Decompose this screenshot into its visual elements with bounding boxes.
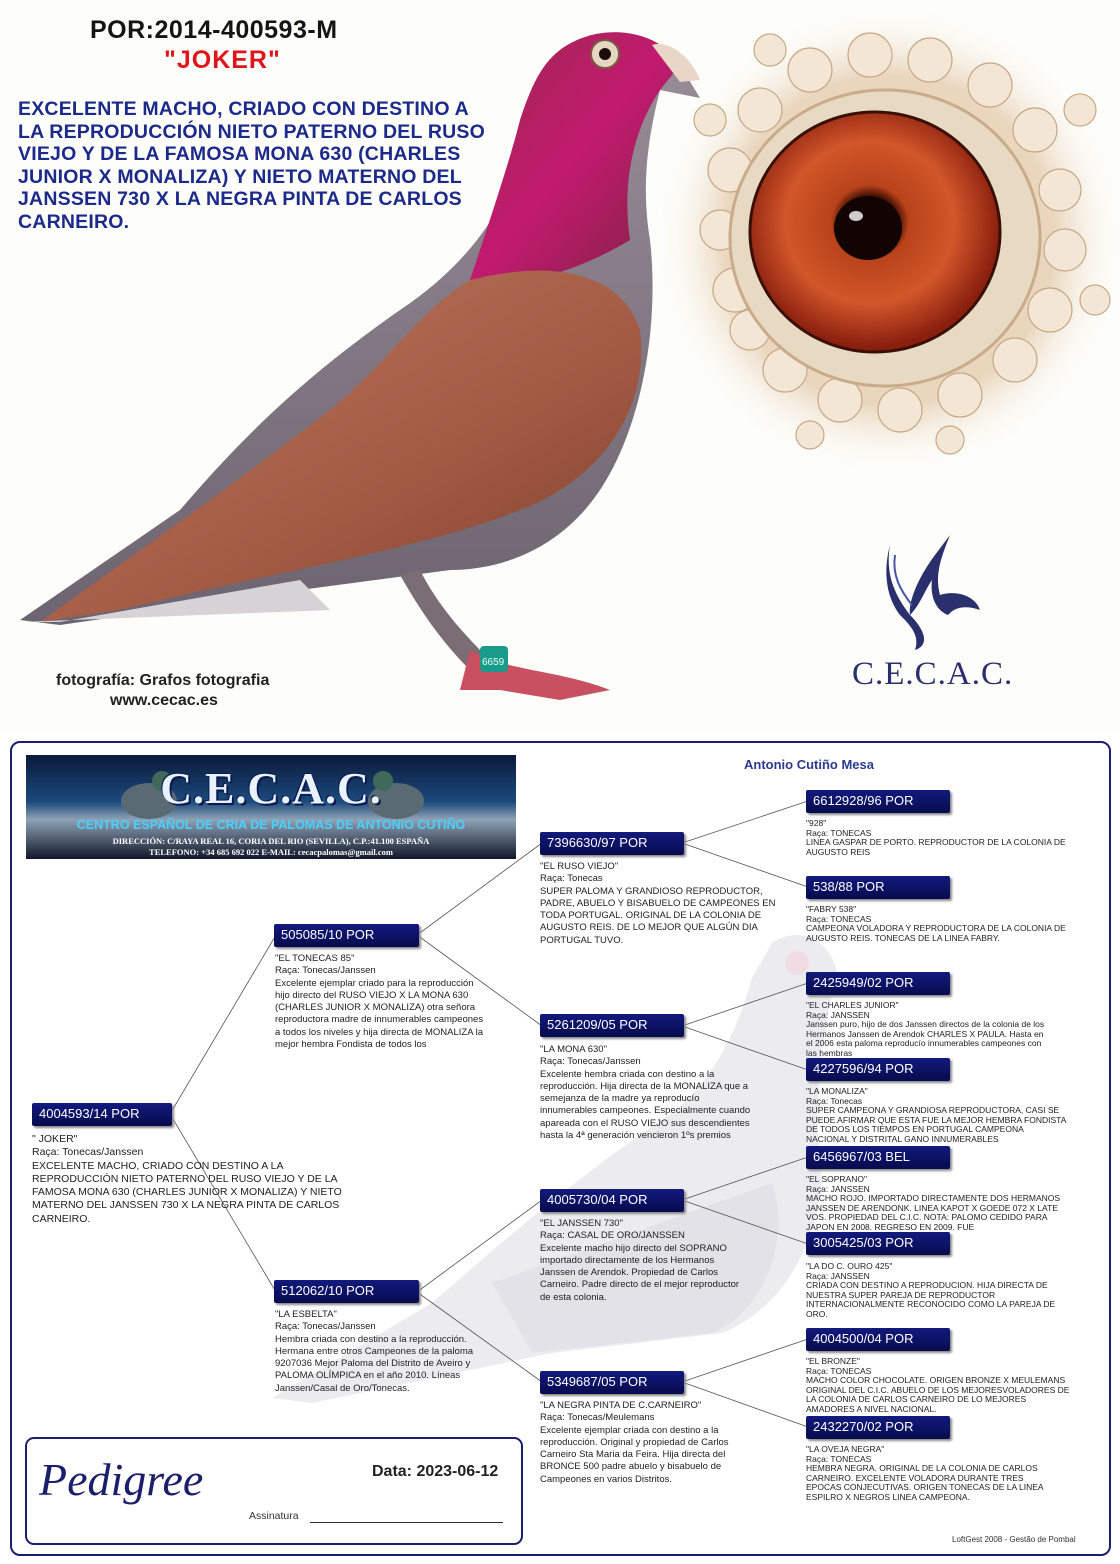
signature-label: Assinatura bbox=[249, 1510, 299, 1522]
cecac-logo-icon bbox=[880, 535, 990, 655]
bird-ring-dsd[interactable]: 3005425/03 POR bbox=[806, 1232, 950, 1255]
pedigree-footer-box bbox=[25, 1437, 523, 1545]
banner-address: DIRECCIÓN: C/RAYA REAL 16, CORIA DEL RIO (SEVILLA), C.P.:41.100 ESPAÑA bbox=[112, 836, 430, 846]
bird-ring-sire[interactable]: 505085/10 POR bbox=[274, 924, 419, 947]
bird-ring-dss[interactable]: 6456967/03 BEL bbox=[806, 1146, 950, 1169]
bird-info-dd: "LA NEGRA PINTA DE C.CARNEIRO" Raça: Tonecas/Meulemans Excelente ejemplar criada con destino a la reproducción. Original y propiedad de Carlos Carneiro Sta Maria da Feira. Hija directa del BRONCE 500 padre abuelo y bisabuelo de Campeones en varios Distritos. bbox=[540, 1400, 729, 1485]
bird-info-ddd: "LA OVEJA NEGRA" Raça: TONECAS HEMBRA NEGRA. ORIGINAL DE LA COLONIA DE CARLOS CARNEIRO. EXCELENTE VOLADORA DURANTE TRES EPOCAS CONJECUTIVAS. ORIGEN TONECAS DE LA LINEA ESPILRO X NEGROS LINEA CAMPEONA. bbox=[806, 1444, 1044, 1502]
bird-ring-ss[interactable]: 7396630/97 POR bbox=[540, 832, 684, 855]
bird-ring-dam[interactable]: 512062/10 POR bbox=[274, 1280, 419, 1303]
bird-ring-sd[interactable]: 5261209/05 POR bbox=[540, 1014, 684, 1037]
bird-info-ssd: "FABRY 538" Raça: TONECAS CAMPEONA VOLADORA Y REPRODUCTORA DE LA COLONIA DE AUGUSTO REIS. TONECAS DE LA LINEA FABRY. bbox=[806, 904, 1066, 943]
eye-closeup-image bbox=[650, 0, 1120, 470]
bird-info-dam: "LA ESBELTA" Raça: Tonecas/Janssen Hembra criada con destino a la reproducción. Hermana entre otros Campeones de la paloma 9207036 Mejor Paloma del Distrito de Aveiro y PALOMA OLÍMPICA en el año 2010. Líneas Janssen/Casal de Oro/Tonecas. bbox=[275, 1309, 474, 1394]
bird-nickname: "JOKER" bbox=[164, 46, 281, 74]
bird-info-sd: "LA MONA 630" Raça: Tonecas/Janssen Excelente hembra criada con destino a la reproducción. Hija directa de la MONALIZA que a semejanza de la madre ya reproducío innumerables campeones. Especialmente cuando apareada con el RUSO VIEJO sus descendientes hasta la 4ª generación vencieron 1ºs premios bbox=[540, 1044, 751, 1142]
pedigree-date: Data: 2023-06-12 bbox=[372, 1463, 499, 1480]
bird-info-subject: " JOKER" Raça: Tonecas/Janssen EXCELENTE MACHO, CRIADO CON DESTINO A LA REPRODUCCIÓN NIETO PATERNO DEL RUSO VIEJO Y DE LA FAMOSA MONA 630 (CHARLES JUNIOR X MONALIZA) Y NIETO MATERNO DEL JANSSEN 730 X LA NEGRA PINTA DE CARLOS CARNEIRO. bbox=[32, 1133, 342, 1225]
bird-ring-dd[interactable]: 5349687/05 POR bbox=[540, 1371, 684, 1394]
signature-line[interactable] bbox=[310, 1522, 503, 1523]
bird-info-dss: "EL SOPRANO" Raça: JANSSEN MACHO ROJO. IMPORTADO DIRECTAMENTE DOS HERMANOS JANSSEN DE ARENDONK. LINEA KAPOT X GOEDE 072 X LATE VOS. PROPIEDAD DEL C.I.C. NOTA: PALOMO CEDIDO PARA JAPON EN 2008. REGRESO EN 2009. FUE bbox=[806, 1174, 1061, 1232]
bird-photo-section bbox=[0, 0, 1120, 730]
bird-description: EXCELENTE MACHO, CRIADO CON DESTINO A LA REPRODUCCIÓN NIETO PATERNO DEL RUSO VIEJO Y DE LA FAMOSA MONA 630 (CHARLES JUNIOR X MONALIZA) Y NIETO MATERNO DEL JANSSEN 730 X LA NEGRA PINTA DE CARLOS CARNEIRO. bbox=[18, 98, 485, 233]
bird-info-sdd: "LA MONALIZA" Raça: Tonecas SUPER CAMPEONA Y GRANDIOSA REPRODUCTORA, CASI SE PUEDE AFIRMAR QUE ESTA FUE LA MEJOR HEMBRA FONDISTA DE TODOS LOS TIEMPOS EN PORTUGAL CAMPEONA NACIONAL Y DISTRITAL GANO INNUMERABLES bbox=[806, 1086, 1066, 1144]
banner-contact: TELEFONO: +34 685 692 022 E-MAIL: cecacpalomas@gmail.com bbox=[149, 847, 393, 857]
bird-ring-dds[interactable]: 4004500/04 POR bbox=[806, 1328, 950, 1351]
bird-ring-ddd[interactable]: 2432270/02 POR bbox=[806, 1416, 950, 1439]
bird-ring-sdd[interactable]: 4227596/94 POR bbox=[806, 1058, 950, 1081]
bird-info-sds: "EL CHARLES JUNIOR" Raça: JANSSEN Janssen puro, hijo de dos Janssen directos de la colonia de los Hermanos Janssen de Arendok CHARLES X PAULA. Hasta en el 2006 esta paloma reproducío innumerables campeones con las hembras bbox=[806, 1000, 1045, 1058]
banner-subtitle: CENTRO ESPAÑOL DE CRIA DE PALOMAS DE ANTONIO CUTIÑO bbox=[76, 818, 466, 832]
bird-ring-sds[interactable]: 2425949/02 POR bbox=[806, 972, 950, 995]
cecac-logo-text: C.E.C.A.C. bbox=[852, 656, 1014, 692]
bird-ring-sss[interactable]: 6612928/96 POR bbox=[806, 790, 950, 813]
ring-number-title: POR:2014-400593-M bbox=[90, 16, 338, 44]
cecac-banner bbox=[26, 755, 516, 859]
bird-info-ss: "EL RUSO VIEJO" Raça: Tonecas SUPER PALOMA Y GRANDIOSO REPRODUCTOR, PADRE, ABUELO Y BISABUELO DE CAMPEONES EN TODA PORTUGAL. ORIGINAL DE LA COLONIA DE AUGUSTO REIS. DE LO MEJOR QUE ALGÚN DIA PORTUGAL TUVO. bbox=[540, 861, 776, 946]
pedigree-chart bbox=[10, 741, 1111, 1556]
website-link[interactable]: www.cecac.es bbox=[110, 692, 218, 709]
svg-text:6659: 6659 bbox=[482, 657, 505, 668]
pedigree-title: Pedigree bbox=[39, 1454, 204, 1505]
photo-credit: fotografía: Grafos fotografia bbox=[56, 672, 270, 689]
bird-ring-ssd[interactable]: 538/88 POR bbox=[806, 876, 950, 899]
software-credit: LoftGest 2008 - Gestão de Pombal bbox=[952, 1535, 1076, 1544]
bird-info-dsd: "LA DO C. OURO 425" Raça: JANSSEN CRIADA CON DESTINO A REPRODUCION. HIJA DIRECTA DE NUESTRA SUPER PAREJA DE REPRODUCTOR INTERNACIONALMENTE RECONOCIDO COMO LA PAREJA DE ORO. bbox=[806, 1261, 1056, 1319]
breeder-name: Antonio Cutiño Mesa bbox=[744, 757, 874, 772]
bird-ring-ds[interactable]: 4005730/04 POR bbox=[540, 1189, 684, 1212]
bird-info-sss: "928" Raça: TONECAS LINEA GASPAR DE PORTO. REPRODUCTOR DE LA COLONIA DE AUGUSTO REIS bbox=[806, 818, 1066, 857]
banner-title: C.E.C.A.C. bbox=[160, 764, 382, 813]
bird-info-sire: "EL TONECAS 85" Raça: Tonecas/Janssen Excelente ejemplar criado para la reproducción hijo directo del RUSO VIEJO X LA MONA 630 (CHARLES JUNIOR X MONALIZA) otra señora reproductora madre de innumerables campeones a todos los niveles y hija directa de MONALIZA la mejor hembra Fondista de todos los bbox=[275, 953, 484, 1051]
bird-info-ds: "EL JANSSEN 730" Raça: CASAL DE ORO/JANSSEN Excelente macho hijo directo del SOPRANO importado directamente de los Hermanos Janssen de Arendok. Propiedad de Carlos Carneiro. Padre directo de el mejor reproductor de esta colonia. bbox=[540, 1218, 740, 1303]
bird-ring-subject[interactable]: 4004593/14 POR bbox=[32, 1103, 172, 1126]
bird-info-dds: "EL BRONZE" Raça: TONECAS MACHO COLOR CHOCOLATE. ORIGEN BRONZE X MEULEMANS ORIGINAL DEL C.I.C. ABUELO DE LOS MEJORESVOLADORES DE LA COLONIA DE CARLOS CARNEIRO DE LO MEJORES AMADORES A NIVEL NACIONAL. bbox=[806, 1356, 1070, 1414]
